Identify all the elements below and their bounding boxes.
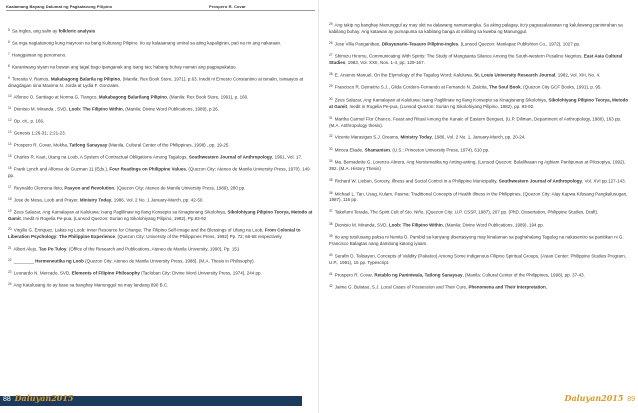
endnote-text: (Quezon City: Ateneo de Manila University Press, 1988). (M.A. Thesis in Philosophy). bbox=[83, 258, 255, 264]
endnote-text: Zeus Salazar, Ang Kamalayan at Kaluluwa: Isang Paglilinaw ng Ilang Konsepto sa Kinagisnang Sikolohiya, bbox=[12, 209, 228, 215]
endnote-text: Jose Villa Panganiban, bbox=[333, 41, 382, 47]
endnote bbox=[8, 39, 313, 47]
header-rule bbox=[6, 10, 315, 11]
endnote-number: 35 bbox=[329, 178, 333, 183]
right-page bbox=[319, 0, 638, 413]
endnote-text: Southwestern Journal of Anthropology bbox=[498, 178, 583, 184]
endnote-text: , (Quezon City: University of the Philippines Press, 1992) Pp. 72; 66-68 respectively. bbox=[115, 234, 283, 240]
endnote-text: Op. cit., p. 166. bbox=[12, 118, 45, 124]
endnote bbox=[329, 283, 629, 291]
endnote-text: Loob: The Filipino Within bbox=[388, 222, 443, 228]
endnote-number: 5 bbox=[8, 28, 10, 32]
endnote-text: Shimizu Hiromu, Communicating With Spirits: The Study of Mangsanta Silance Among the South-western Pusalino Negritos, bbox=[333, 53, 584, 59]
endnote-text: Ministry Today bbox=[400, 134, 432, 140]
endnote-text: , (Manila: Divine Word Publications, 1989), 194 pp. bbox=[442, 222, 545, 228]
endnote-text: Tao Po Tuloy bbox=[38, 246, 67, 252]
endnote-number: 28 bbox=[329, 72, 333, 77]
endnote-number: 42 bbox=[329, 284, 333, 289]
endnote-text: Richard W. Lieban, Sorcery, Illness and Social Control in a Philippine Municipality, bbox=[333, 178, 499, 184]
endnote-text: Sa mga nagtatanong kung mayroon na bang Kulturang Pilipino. Ito ay kalaaanang umiral sa ating kapaligiran, pati na rin ang nakaraan. bbox=[10, 40, 282, 46]
endnote-text: Loob: The Filipino Within bbox=[68, 106, 123, 112]
endnote-number: 7 bbox=[8, 52, 10, 56]
endnote-text: Hanggainan ng penomeno. bbox=[10, 52, 67, 58]
endnote bbox=[8, 281, 313, 289]
endnote bbox=[329, 271, 629, 279]
endnote-text: Ang takip ng banghay Manunggul ay may ukit na dalawang namamangka. Sa aking palagay, ito'y pagsasalarawan ng kaluluwang paninirahan sa kabilang buhay. Ang katawan ay pumapunta sa kabilang banga at inilibing sa kweba ng Manunggul. bbox=[329, 22, 623, 34]
endnote-text: ________ bbox=[12, 258, 36, 264]
endnote bbox=[329, 252, 629, 266]
endnote-number: 15 bbox=[8, 154, 12, 159]
endnote-text: , (Quezon City GCF Books, 1991), p. 95. bbox=[520, 84, 602, 90]
endnote-text: Four Readings on Philippine Values bbox=[109, 166, 186, 172]
endnote-number: 6 bbox=[8, 40, 10, 44]
endnote-text: Vicente Marasigan S.J. Dreams, bbox=[333, 134, 401, 140]
endnote-text: Reynaldo Clemena Ileto, bbox=[12, 185, 65, 191]
endnote-text: Ito ang tutulusang paksa ni Nenita D. Pambid sa kanyang disertasyong may kinalaman sa paghahalang Tagalog na nakasentro sa panitikan ni G. Francisco Balagtas nang damitong katong iyaam. bbox=[329, 234, 624, 247]
endnote-text: Makabagong Balarila ng Pilipino bbox=[50, 76, 121, 82]
endnote-text: , (Quezon City: Ateneo de Manila University Press, 1989), 280 pp. bbox=[114, 185, 246, 191]
endnote-text: Makabagong Balarilang Pilipino bbox=[98, 94, 167, 100]
endnote bbox=[8, 208, 313, 222]
endnote-text: Elements of Filipino Philosophy bbox=[71, 270, 140, 276]
page-number-left: 88 bbox=[3, 396, 11, 403]
endnote-text: Phenomena and Their Interpretation bbox=[468, 284, 546, 290]
endnote-number: 24 bbox=[8, 281, 12, 286]
endnote bbox=[329, 40, 629, 48]
endnote bbox=[8, 51, 313, 59]
endnote-text: Karaniwang siyam na buwan ang tagal bago ipanganak ang isang tao; habang buhay naman ang pagpapakatao. bbox=[10, 64, 237, 70]
endnote-number: 32 bbox=[329, 134, 333, 139]
endnote bbox=[8, 269, 313, 277]
endnote-text: Genesis 1:26-31; 2:21-23. bbox=[12, 130, 66, 136]
endnote-text: Zeus Salazar, Ang Kamalayan at Kaluluwa: Isang Paglilinaw ng Ilang Konsepto sa Kinagisnang Sikolohiya, bbox=[333, 97, 549, 103]
endnote-text: , 1961, Vol. 17. bbox=[272, 154, 303, 160]
endnote-text: , (Lunsod Quezon: Manlapaz Publishion Co., 1972), 1027 pp. bbox=[458, 41, 581, 47]
endnote-text: Jaime G. Bulatao, S.J. Local Cases of Possession and Their Cure, bbox=[333, 284, 469, 290]
endnote-text: Ang Katalusang ito ay base sa banghay Manunggul na may landang 890 B.C. bbox=[12, 282, 169, 288]
running-head-title: Kaalamang Bayang Dalumat ng Pagkatavong Pilipino bbox=[6, 4, 113, 9]
endnote-text: Frank Lynch and Alfonso de Guzman 11 (Eds.), bbox=[12, 166, 110, 172]
endnote-text: The Soul Book bbox=[489, 84, 521, 90]
endnote-text: . (Office of the Research and Publications, Ateneo de Manila University, 1990), Pp. 151 bbox=[66, 246, 240, 252]
endnote-text: Sa Ingles, ang salin ay bbox=[10, 28, 59, 34]
endnote-number: 23 bbox=[8, 269, 12, 274]
endnote-number: 11 bbox=[8, 106, 12, 111]
endnote bbox=[8, 141, 313, 149]
endnote-number: 19 bbox=[8, 208, 12, 213]
endnote bbox=[8, 245, 313, 253]
endnote-text: Hermeneutika ng Loob bbox=[35, 258, 84, 264]
endnote-number: 29 bbox=[329, 84, 333, 89]
endnote-number: 41 bbox=[329, 271, 333, 276]
endnote-text: Prospero R. Covar, bbox=[333, 272, 375, 278]
endnote bbox=[329, 158, 629, 172]
endnote-number: 21 bbox=[8, 245, 12, 250]
endnote-text: Leonardo N. Mercado, SVD, bbox=[12, 270, 72, 276]
endnote bbox=[329, 208, 629, 216]
endnote-text: East Asia Cultural Studies bbox=[329, 53, 623, 66]
endnote-text: , (Manila: Rex Book Store, 1991), p. 160. bbox=[166, 94, 249, 100]
endnote-text: Diksyunario-Tesauro Pilipino-Ingles bbox=[381, 41, 459, 47]
endnote-number: 16 bbox=[8, 166, 12, 171]
endnote bbox=[8, 63, 313, 71]
endnote bbox=[8, 117, 313, 125]
endnote bbox=[329, 115, 629, 129]
endnote-number: 20 bbox=[8, 227, 12, 232]
endnote-text: Michael L. Tan, Usug, Kulam, Pasma: Traditional Concepts of Health Illness in the Philippines, (Quezon City: Alay Kapwa Kilusang Pangkalusugan, 1987), 116 pp. bbox=[329, 191, 628, 203]
endnote-text: , 1986, Vol. 2 No. 1 January-March, pp. 42-50. bbox=[111, 197, 204, 203]
endnote bbox=[329, 83, 629, 91]
endnote-text: Takefumi Terada, The Spirit Cult of Sto. Niño, (Quezon City: U.P. CSSP, 1987), 207 pp. (PhD. Dissertation, Philippine Studies, Draft). bbox=[333, 209, 599, 215]
endnote-number: 12 bbox=[8, 118, 12, 123]
endnote bbox=[8, 105, 313, 113]
endnote-text: Pasyon and Revolution bbox=[64, 185, 115, 191]
endnote-number: 30 bbox=[329, 96, 333, 101]
endnote-number: 13 bbox=[8, 130, 12, 135]
endnote bbox=[329, 133, 629, 141]
endnote bbox=[8, 184, 313, 192]
endnote bbox=[329, 21, 629, 35]
endnote-text: , (Quezon City: Ateneo de Manila University Press, 1970). 149 pp. bbox=[8, 166, 310, 179]
endnote bbox=[8, 226, 313, 240]
endnote-number: 34 bbox=[329, 159, 333, 164]
endnote bbox=[8, 196, 313, 204]
endnote-number: 25 bbox=[329, 22, 333, 26]
endnote-text: , 1983, Vol. XXII, Nos. 1-4, pp. 129-167. bbox=[345, 60, 425, 66]
endnote-number: 36 bbox=[329, 190, 333, 195]
endnote bbox=[329, 52, 629, 66]
endnote-text: , (Manila: Rex Book Store, 1971), p.63. Inedit ni Ernesto Constantino at isinalin, isinaayos at dinagdagan nina Maxima N. Jorda at Lydia F. Gonzales. bbox=[8, 76, 304, 88]
endnotes-right bbox=[329, 21, 629, 296]
endnote-number: 8 bbox=[8, 64, 10, 68]
journal-name-left: Daluyan2015 bbox=[14, 393, 74, 403]
endnote bbox=[329, 146, 629, 154]
endnote bbox=[329, 177, 629, 185]
endnote-text: Alfonso O. Santiago at Norma G. Tiangco, bbox=[12, 94, 99, 100]
endnote bbox=[329, 221, 629, 229]
endnote-text: , (U.S.: Princeton University Press, 1974), 610 pp. bbox=[389, 147, 490, 153]
endnote-text: Teresita V. Ramos, bbox=[10, 76, 51, 82]
endnote-text: Tatlong Sanaysay bbox=[69, 142, 108, 148]
endnote-text: , 1986, Vol. 2 No. 1, January-March, pp. 20-24. bbox=[431, 134, 526, 140]
endnote bbox=[8, 93, 313, 101]
endnote-number: 22 bbox=[8, 257, 12, 262]
endnote-text: E. Arsenio Manuel, On the Etymology of the Tagalog Word: Kaluluwa, bbox=[333, 72, 475, 78]
endnote-text: Martha Carmel Flor Chanco, Feast and Ritual Among the Kanaic of Eastern Benguet, (U.P. Diliman, Department of Anthropology, 1980), 163 pp. (M.A. Anthropology thesis). bbox=[329, 116, 622, 128]
endnote-number: 10 bbox=[8, 94, 12, 99]
endnote-text: , (Manila: Divine Word Publications, 1989), p.26. bbox=[122, 106, 220, 112]
endnote bbox=[8, 75, 313, 89]
endnote-text: Ministry Today bbox=[79, 197, 112, 203]
endnote-text: Sikolohiyang Pilipino Teorya, Metodo at Gamit bbox=[329, 97, 629, 109]
endnote-number: 17 bbox=[8, 184, 12, 189]
endnote-text: folkloric analysis bbox=[58, 28, 96, 34]
endnote-number: 14 bbox=[8, 142, 12, 147]
endnote-text: , 1982, Vol. XIII, No. 4. bbox=[555, 72, 601, 78]
endnote-text: Dionisio M. Miranda , SVD, bbox=[12, 106, 69, 112]
journal-name-right: Daluyan2015 bbox=[564, 393, 624, 403]
endnote-number: 26 bbox=[329, 40, 333, 45]
endnote-number: 37 bbox=[329, 209, 333, 214]
endnote-text: , Inedit ni Rogelia Pe-pua, (Lunsod Quezon: Surian ng Sikolohiyang Pilipino, 1982), pp. 83-92. bbox=[347, 103, 535, 109]
endnote bbox=[8, 129, 313, 137]
endnote-text: Serafin D. Talisayon, Concepts of Validity (Pakatoo) Among Some Indigenous Filipino Spiritual Groups, (Asian Center: Philippine Studies Program, U.P., 1991), 15 pp. Typescript. bbox=[329, 253, 627, 265]
footer-right bbox=[565, 393, 636, 403]
endnote-text: Southwestern Journal of Anthropology bbox=[188, 154, 273, 160]
endnote-text: (Tacloban City: Divine Word University Press, 1974), 244 pp. bbox=[139, 270, 262, 276]
endnote bbox=[329, 96, 629, 110]
endnote-number: 33 bbox=[329, 146, 333, 151]
footer-left bbox=[2, 393, 73, 403]
endnote-text: Sikolohiyang Pilipino Teorya, Metodo at Gamit bbox=[8, 209, 313, 221]
page-number-right: 89 bbox=[627, 396, 635, 403]
endnote-text: Charles R. Kaut, Utang na Loob, A System of Contractual Obligations Among Tagalogs, bbox=[12, 154, 189, 160]
endnote-text: Retablo ng Paniniwala, Tatlong Sanaysay bbox=[374, 272, 463, 278]
endnote-number: 31 bbox=[329, 115, 333, 120]
endnote-text: , bbox=[545, 284, 548, 290]
endnote-text: Francisco R. Demetrio S.J., Gilda Cordero-Fernando at Fernando N. Zialcita, bbox=[333, 84, 490, 90]
endnote-text: (Manila, Cultural Center of the Philippines, 1998) , pp. 19-25. bbox=[107, 142, 230, 148]
endnote-text: Virgilio G. Enriquez, Lakas ng Loob: Inner Resource for Change; The Filipino Self-Image and the Blessings of Ufang na Loob, bbox=[12, 227, 265, 233]
endnotes-left bbox=[8, 27, 313, 293]
endnote-text: , (Manila: Cultural Center of the Philippines, 1998), pp. 37-43. bbox=[462, 272, 585, 278]
endnote bbox=[329, 233, 629, 247]
endnote-number: 40 bbox=[329, 252, 333, 257]
endnote-text: Dionisio M. Miranda, SVD, bbox=[333, 222, 389, 228]
endnote bbox=[329, 71, 629, 79]
endnote-text: Ma. Bernadette G. Lorenzo-Abrera, Ang Numismatika ng Anting-anting, (Lunsod Quezon: Bulalihasan ng Aghiam Panlipunan at Pilosopiya, 1992), 392. (M.A. History Thesis) bbox=[329, 159, 626, 172]
endnote bbox=[8, 257, 313, 265]
endnote-text: Albert Alejo, bbox=[12, 246, 39, 252]
endnote-text: , Inedit ni Rogelia Pe-pua, (Lunsod Quezon: Surian ng Sikolohiyang Pilipino, 1982), Pp.83-92 bbox=[20, 215, 207, 221]
endnote-text: From Colonial to Liberation Psychology: The Philippine Experience bbox=[8, 227, 301, 240]
endnote-text: St. Louis University Research Journal bbox=[474, 72, 556, 78]
endnote-number: 9 bbox=[8, 76, 10, 80]
endnote-number: 38 bbox=[329, 221, 333, 226]
running-head-author: Prospero R. Covar bbox=[209, 4, 246, 9]
endnote bbox=[8, 27, 313, 35]
endnote-text: Jose de Mesa, Loob and Prayer, bbox=[12, 197, 80, 203]
endnote bbox=[8, 153, 313, 161]
endnote-text: Prospero R. Covar, Mukha, bbox=[12, 142, 70, 148]
endnote-number: 27 bbox=[329, 53, 333, 58]
endnote bbox=[329, 190, 629, 204]
endnote-text: , Vol. XVI pp.127-143. bbox=[582, 178, 626, 184]
endnote-number: 18 bbox=[8, 196, 12, 201]
endnote bbox=[8, 165, 313, 179]
endnote-number: 39 bbox=[329, 234, 333, 239]
endnote-text: Shamanism bbox=[364, 147, 390, 153]
endnote-text: Mircea Eliade, bbox=[333, 147, 365, 153]
